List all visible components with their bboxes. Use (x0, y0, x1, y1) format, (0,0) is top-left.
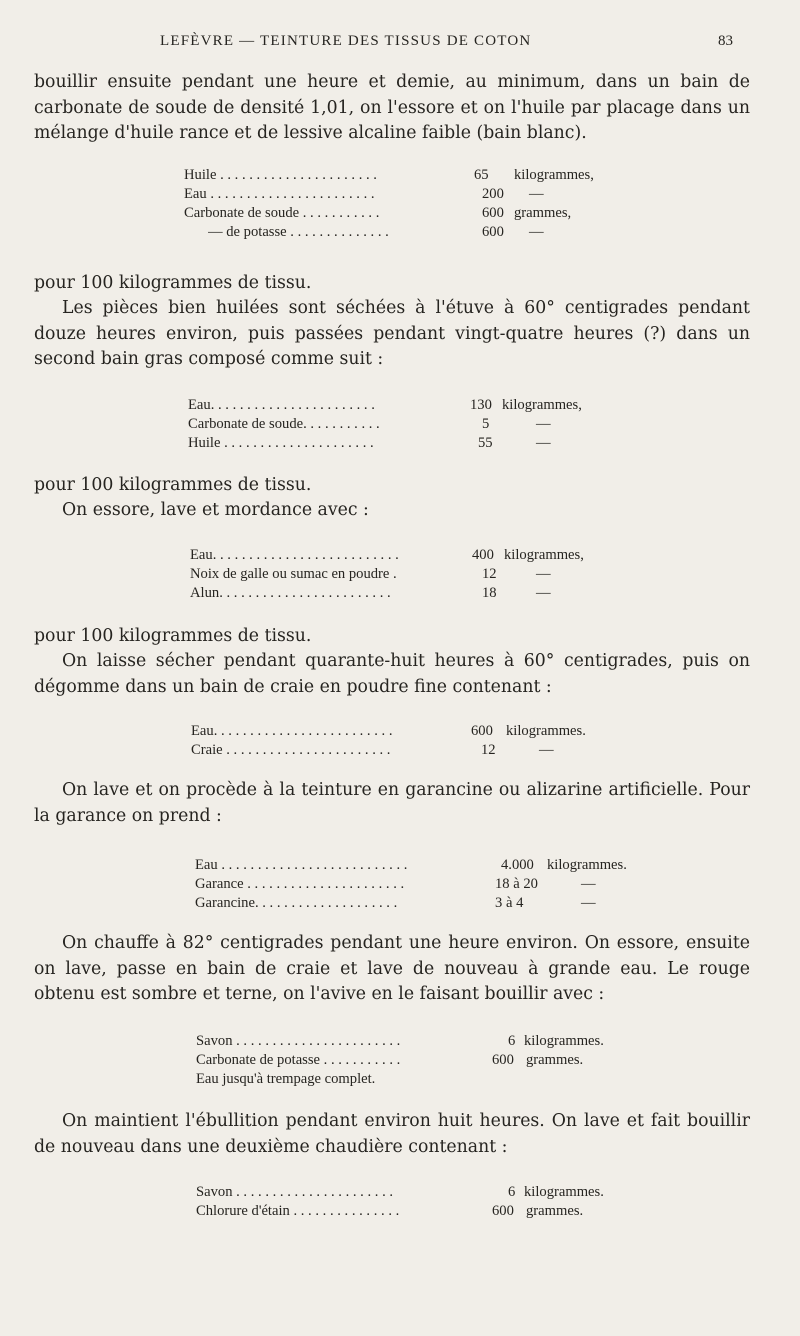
ingredient-name: Savon . . . . . . . . . . . . . . . . . . . . . . (196, 1184, 394, 1200)
ingredient-qty: 3 à 4 (495, 895, 524, 911)
ingredient-qty: 12 (481, 742, 496, 758)
paragraph-2: pour 100 kilogrammes de tissu. (34, 273, 312, 293)
ingredient-name: Eau. . . . . . . . . . . . . . . . . . . . . . . . . . (190, 547, 399, 563)
ingredient-name: Huile . . . . . . . . . . . . . . . . . . . . . (188, 435, 374, 451)
paragraph-8: On lave et on procède à la teinture en garancine ou alizarine artificielle. Pour la garance on prend : (34, 780, 750, 826)
paragraph-7: On laisse sécher pendant quarante-huit heures à 60° centigrades, puis on dégomme dans un bain de craie en poudre fine contenant : (34, 651, 750, 697)
ingredient-unit: — (536, 416, 551, 432)
ingredient-name: Huile . . . . . . . . . . . . . . . . . . . . . . (184, 167, 377, 183)
ingredient-qty: 600 (492, 1203, 514, 1219)
ingredient-unit: kilogrammes, (504, 547, 584, 563)
ingredient-qty: 400 (472, 547, 494, 563)
ingredient-qty: 130 (470, 397, 492, 413)
ingredient-unit: kilogrammes, (514, 167, 594, 183)
ingredient-name: Eau . . . . . . . . . . . . . . . . . . . . . . . (184, 186, 375, 202)
ingredient-name: Eau jusqu'à trempage complet. (196, 1071, 376, 1087)
paragraph-4: pour 100 kilogrammes de tissu. (34, 475, 312, 495)
paragraph-1: bouillir ensuite pendant une heure et demie, au minimum, dans un bain de carbonate de soude de densité 1,01, on l'essore et on l'huile par placage dans un mélange d'huile rance et de lessive alcaline faible (bain blanc). (34, 72, 750, 144)
ingredient-unit: kilogrammes. (524, 1184, 604, 1200)
ingredient-qty: 5 (482, 416, 490, 432)
ingredient-unit: — (529, 224, 544, 240)
ingredient-unit: — (529, 186, 544, 202)
ingredient-unit: kilogrammes. (506, 723, 586, 739)
paragraph-10: On maintient l'ébullition pendant environ huit heures. On lave et fait bouillir de nouveau dans une deuxième chaudière contenant : (34, 1111, 750, 1157)
ingredient-unit: kilogrammes. (524, 1033, 604, 1049)
ingredient-qty: 12 (482, 566, 497, 582)
ingredient-qty: 600 (482, 224, 504, 240)
ingredient-name: Savon . . . . . . . . . . . . . . . . . . . . . . . (196, 1033, 401, 1049)
ingredient-qty: 600 (492, 1052, 514, 1068)
ingredient-unit: — (536, 566, 551, 582)
ingredient-unit: — (581, 876, 596, 892)
ingredient-qty: 18 (482, 585, 497, 601)
ingredient-unit: kilogrammes. (547, 857, 627, 873)
ingredient-qty: 600 (482, 205, 504, 221)
ingredient-qty: 6 (508, 1033, 516, 1049)
ingredient-name: Eau. . . . . . . . . . . . . . . . . . . . . . . . . (191, 723, 393, 739)
ingredient-qty: 600 (471, 723, 493, 739)
ingredient-name: Craie . . . . . . . . . . . . . . . . . . . . . . . (191, 742, 391, 758)
ingredient-name: Carbonate de potasse . . . . . . . . . . . (196, 1052, 401, 1068)
ingredient-name: Chlorure d'étain . . . . . . . . . . . . . . . (196, 1203, 400, 1219)
ingredient-name: Alun. . . . . . . . . . . . . . . . . . . . . . . . (190, 585, 391, 601)
page-number: 83 (718, 33, 733, 49)
ingredient-unit: — (536, 435, 551, 451)
paragraph-9: On chauffe à 82° centigrades pendant une heure environ. On essore, ensuite on lave, passe en bain de craie et lave de nouveau à grande eau. Le rouge obtenu est sombre et terne, on l'avive en le faisant bouillir avec : (34, 933, 750, 1005)
paragraph-5: On essore, lave et mordance avec : (62, 500, 369, 520)
ingredient-unit: kilogrammes, (502, 397, 582, 413)
ingredient-qty: 6 (508, 1184, 516, 1200)
ingredient-qty: 18 à 20 (495, 876, 538, 892)
ingredient-unit: grammes. (526, 1203, 584, 1219)
ingredient-qty: 65 (474, 167, 489, 183)
running-title: LEFÈVRE — TEINTURE DES TISSUS DE COTON (160, 33, 532, 49)
ingredient-qty: 4.000 (501, 857, 534, 873)
ingredient-name: Garancine. . . . . . . . . . . . . . . . . . . . (195, 895, 398, 911)
ingredient-name: Noix de galle ou sumac en poudre . (190, 566, 397, 582)
ingredient-unit: grammes. (526, 1052, 584, 1068)
ingredient-qty: 200 (482, 186, 504, 202)
ingredient-qty: 55 (478, 435, 493, 451)
ingredient-unit: — (581, 895, 596, 911)
ingredient-name: Eau. . . . . . . . . . . . . . . . . . . . . . . (188, 397, 375, 413)
ingredient-name: — de potasse . . . . . . . . . . . . . . (208, 224, 389, 240)
ingredient-unit: — (536, 585, 551, 601)
ingredient-name: Eau . . . . . . . . . . . . . . . . . . . . . . . . . . (195, 857, 408, 873)
ingredient-name: Carbonate de soude . . . . . . . . . . . (184, 205, 380, 221)
ingredient-name: Garance . . . . . . . . . . . . . . . . . . . . . . (195, 876, 405, 892)
paragraph-3: Les pièces bien huilées sont séchées à l'étuve à 60° centigrades pendant douze heures environ, puis passées pendant vingt-quatre heures (?) dans un second bain gras composé comme suit : (34, 298, 750, 370)
ingredient-unit: — (539, 742, 554, 758)
ingredient-unit: grammes, (514, 205, 572, 221)
paragraph-6: pour 100 kilogrammes de tissu. (34, 626, 312, 646)
ingredient-name: Carbonate de soude. . . . . . . . . . . (188, 416, 380, 432)
